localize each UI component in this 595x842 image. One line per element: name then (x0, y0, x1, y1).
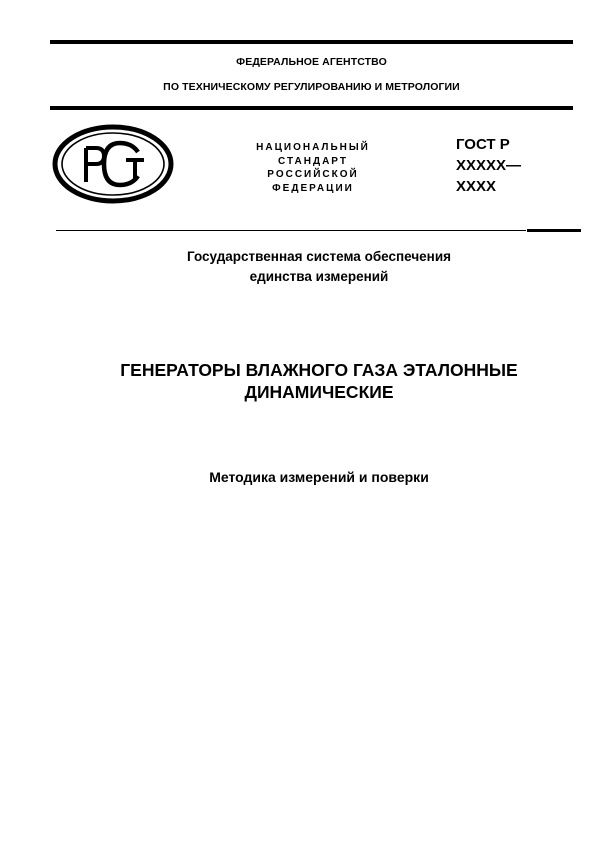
national-standard-label (238, 141, 388, 195)
national-standard-line: ФЕДЕРАЦИИ (272, 182, 354, 194)
rst-certification-mark-icon (52, 124, 174, 204)
national-standard-line: РОССИЙСКОЙ (267, 169, 359, 180)
national-standard-line: НАЦИОНАЛЬНЫЙ (256, 142, 370, 153)
standard-designation (456, 134, 521, 197)
top-rule (50, 40, 573, 44)
divider-rule (56, 230, 526, 231)
document-title-line-1: ГЕНЕРАТОРЫ ВЛАЖНОГО ГАЗА ЭТАЛОННЫЕ (120, 360, 518, 380)
designation-line: ХХХХХ— (456, 157, 522, 174)
system-name-line-1: Государственная система обеспечения (187, 249, 451, 264)
designation-line: ХХХХ (456, 178, 497, 195)
document-title-line-2: ДИНАМИЧЕСКИЕ (244, 382, 394, 402)
designation-line: ГОСТ Р (456, 136, 510, 153)
divider-rule-accent (527, 229, 581, 232)
header-rule (50, 106, 573, 110)
document-subtitle: Методика измерений и поверки (209, 469, 429, 485)
national-standard-line: СТАНДАРТ (278, 155, 348, 167)
system-name-line-2: единства измерений (249, 269, 389, 284)
agency-name-line-1: ФЕДЕРАЛЬНОЕ АГЕНТСТВО (236, 56, 387, 68)
agency-name-line-2: ПО ТЕХНИЧЕСКОМУ РЕГУЛИРОВАНИЮ И МЕТРОЛОГИИ (163, 81, 460, 93)
